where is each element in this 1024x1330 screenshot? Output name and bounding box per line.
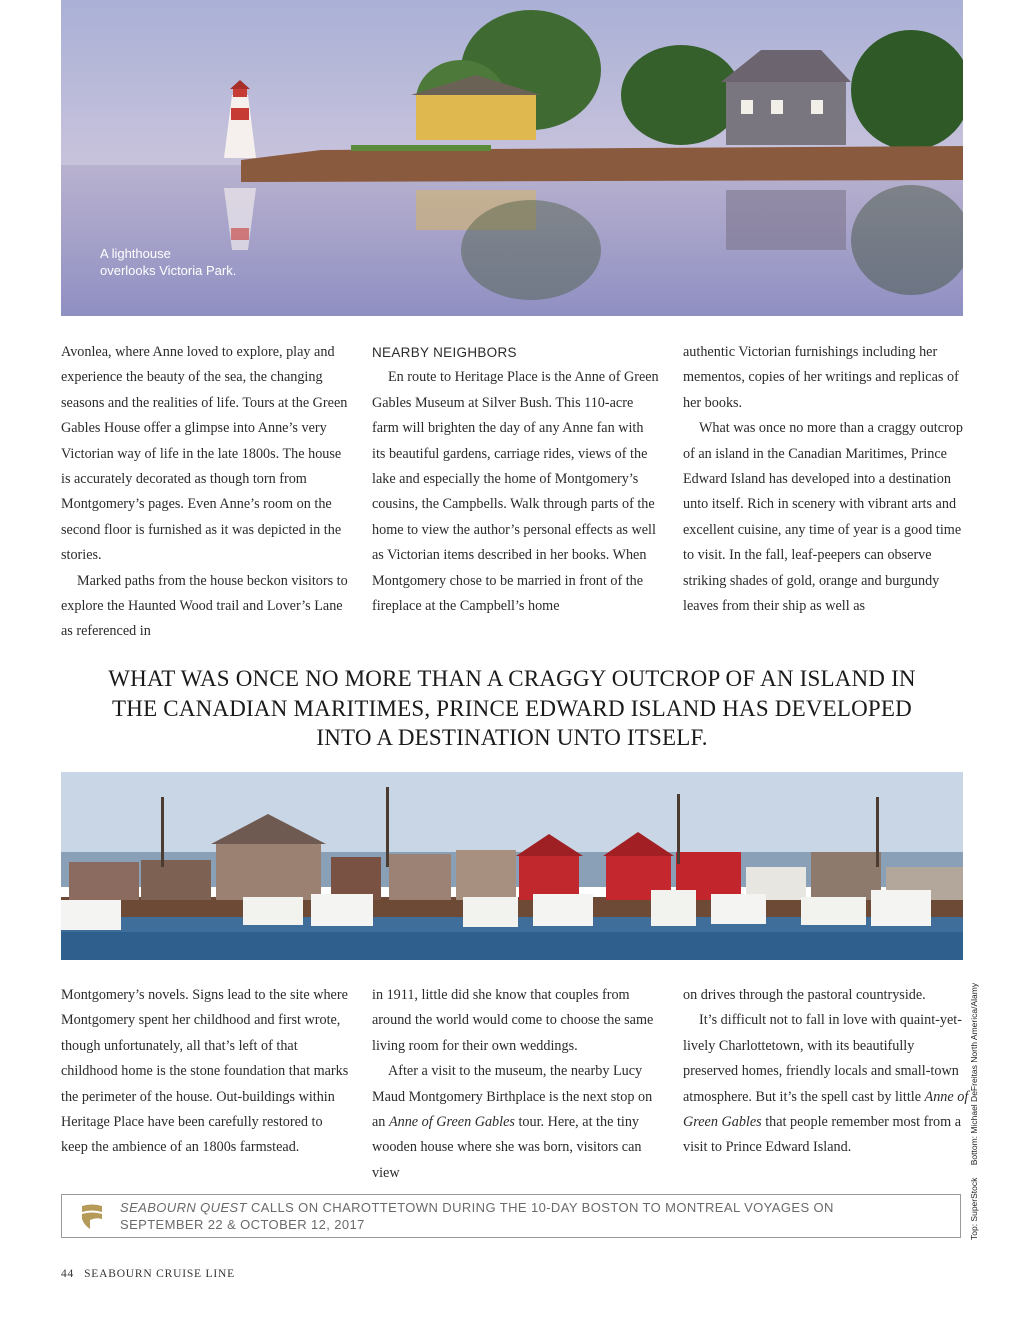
bottom-photo <box>61 772 963 960</box>
paragraph-text: After a visit to the museum, the nearby Lucy Maud Montgomery Birthplace is the next stop on an <box>372 1063 653 1131</box>
section-heading: NEARBY NEIGHBORS <box>372 345 517 360</box>
article-column-3-top <box>683 340 971 619</box>
paragraph: Marked paths from the house beckon visitors to explore the Haunted Wood trail and Lover’s Lane as referenced in <box>61 572 348 640</box>
paragraph: on drives through the pastoral countryside. <box>683 987 926 1003</box>
paragraph: in 1911, little did she know that couples from around the world would come to choose the same living room for their own weddings. <box>372 987 654 1054</box>
ship-name: SEABOURN QUEST <box>120 1200 247 1215</box>
paragraph: authentic Victorian furnishings including her mementos, copies of her writings and replicas of her books. <box>683 344 959 411</box>
paragraph-text: It’s difficult not to fall in love with quaint-yet-lively Charlottetown, with its beautifully preserved homes, friendly locals and small-town atmosphere. But it’s the spell cast by little <box>683 1012 962 1105</box>
cruise-line-2: SEPTEMBER 22 & OCTOBER 12, 2017 <box>120 1216 365 1232</box>
seabourn-logo-icon <box>78 1203 106 1231</box>
photo-caption <box>100 245 320 279</box>
cruise-line-1: CALLS ON CHAROTTETOWN DURING THE 10-DAY BOSTON TO MONTREAL VOYAGES ON <box>246 1200 834 1215</box>
paragraph <box>372 1059 660 1186</box>
article-column-1-bottom <box>61 983 349 1161</box>
paragraph <box>683 1008 971 1160</box>
cruise-info-box <box>61 1194 961 1238</box>
page-number: 44 <box>61 1268 75 1280</box>
photo-credit <box>969 973 979 1240</box>
article-column-2-bottom <box>372 983 660 1186</box>
article-column-1-top <box>61 340 349 645</box>
article-column-3-bottom <box>683 983 971 1161</box>
caption-line-2: overlooks Victoria Park. <box>100 263 237 278</box>
paragraph: En route to Heritage Place is the Anne of Green Gables Museum at Silver Bush. This 110-acre farm will brighten the day of any Anne fan with its beautiful gardens, carriage rides, views of the lake and especially the home of Montgomery’s cousins, the Campbells. Walk through parts of the home to view the author’s personal effects as well as Victorian items described in her books. When Montgomery chose to be married in front of the fireplace at the Campbell’s home <box>372 369 659 615</box>
paragraph-text: that people remember most from a visit to Prince Edward Island. <box>683 1114 962 1156</box>
paragraph-text: tour. Here, at the tiny wooden house where she was born, visitors can view <box>372 1114 642 1181</box>
paragraph: Montgomery’s novels. Signs lead to the site where Montgomery spent her childhood and first wrote, though unfortunately, all that’s left of that childhood home is the stone foundation that marks the perimeter of the house. Out-buildings within Heritage Place have been carefully restored to keep the ambience of an 1800s farmstead. <box>61 987 349 1156</box>
pull-quote: WHAT WAS ONCE NO MORE THAN A CRAGGY OUTCROP OF AN ISLAND IN THE CANADIAN MARITIMES, PRINCE EDWARD ISLAND HAS DEVELOPED INTO A DESTINATION UNTO ITSELF. <box>108 666 916 750</box>
paragraph: What was once no more than a craggy outcrop of an island in the Canadian Maritimes, Prince Edward Island has developed into a destination unto itself. Rich in scenery with vibrant arts and excellent cuisine, any time of year is a good time to visit. In the fall, leaf-peepers can observe striking shades of gold, orange and burgundy leaves from their ship as well as <box>683 420 963 615</box>
fishing-sheds-illustration <box>61 772 963 960</box>
publication-name: SEABOURN CRUISE LINE <box>84 1268 235 1280</box>
photo-credit-top: Top: SuperStock <box>969 1177 979 1240</box>
paragraph: Avonlea, where Anne loved to explore, play and experience the beauty of the sea, the changing seasons and the realities of life. Tours at the Green Gables House offer a glimpse into Anne’s very Victorian way of life in the late 1800s. The house is accurately decorated as though torn from Montgomery’s pages. Even Anne’s room on the second floor is furnished as it was depicted in the stories. <box>61 344 348 564</box>
cruise-info-text <box>120 1200 940 1233</box>
caption-line-1: A lighthouse <box>100 246 171 261</box>
photo-credit-bottom: Bottom: Michael DeFreitas North America/Alamy <box>969 982 979 1166</box>
book-title: Anne of Green Gables <box>388 1114 515 1131</box>
book-title: Anne of Green Gables <box>683 1088 969 1131</box>
page-folio <box>61 1268 235 1280</box>
article-column-2-top <box>372 340 660 619</box>
